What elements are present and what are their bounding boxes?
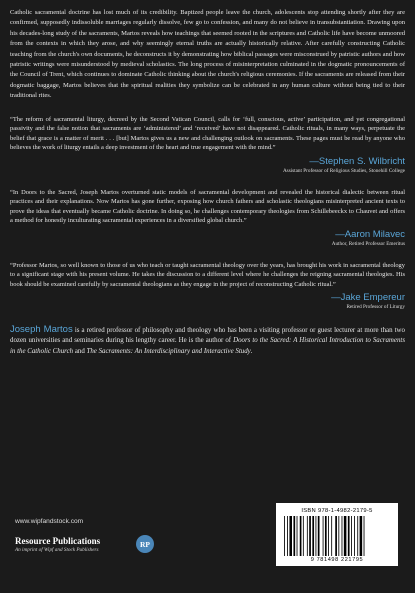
endorser-role: Retired Professor of Liturgy [346, 304, 405, 311]
endorsement-text: “Professor Martos, so well known to those of us who teach or taught sacramental theology over the years, has brought his work in sacramental theology to a significant stage with his present volume. He takes the discussion to a different level where he challenges the reigning sacramental theologies. His book should be examined carefully by sacramental theologians as they engage in the project of reconstructing Catholic ritual.” [10, 261, 405, 288]
endorsement-text: “The reform of sacramental liturgy, decreed by the Second Vatican Council, calls for ‘full, conscious, active’ participation, and yet congregational passivity and the false notion that sacraments are ‘administered’ and ‘received’ have not disappeared. Catholic rituals, in many ways, perpetuate the belief that grace is a matter of merit . . . [but] Martos gives us a new and challenging outlook on sacraments. These pages must be read by anyone who believes the work of liturgy entails a deep investment of the heart and true engagement with the mind.” [10, 115, 405, 152]
endorser-role: Author, Retired Professor Emeritus [331, 240, 405, 247]
isbn-label: ISBN 978-1-4982-2179-5 [301, 508, 373, 514]
bio-text-2: and [73, 347, 87, 355]
endorsement-text: “In Doors to the Sacred, Joseph Martos overturned static models of sacramental development and revealed the historical dialectic between ritual practices and their explanations. Now Martos has gone further, exposing how church fathers and scholastic theologians misinterpreted ancient texts to prove the ideas that eventually became Catholic doctrine. In doing so, he challenges contemporary theologies from Schillebeeckx to Chauvet and offers a method for honestly inculturating sacramental experiences in a diversified global church.” [10, 188, 405, 225]
book-description: Catholic sacramental doctrine has lost much of its credibility. Baptized people leave the church, adolescents stop attending shortly after they are confirmed, supposedly indissoluble marriages regularly dissolve, few go to confession, and many do not believe in transubstantiation. Drawing upon his decades-long study of the sacraments, Martos reveals how teachings that seemed rooted in the scriptures and Catholic life have become unmoored from the contexts in which they arose, and why seemingly eternal truths are actually historically relative. After carefully constructing Catholic teaching from the church's own documents, he deconstructs it by demonstrating how biblical passages were misconstrued by patristic authors and how patristic writings were misunderstood by medieval scholastics. The long process of misinterpretation culminated in the dogmatic pronouncements of the Council of Trent, which continues to dominate Catholic thinking about the church's religious ceremonies. If the sacraments are released from their dogmatic baggage, Martos believes that the spiritual realities they symbolize can be celebrated in any human culture without being tied to their traditional rites. [10, 9, 405, 100]
barcode-bars-icon [282, 516, 392, 556]
endorser-name: —Aaron Milavec [335, 228, 405, 240]
endorser-name: —Stephen S. Wilbricht [309, 155, 405, 167]
barcode [276, 503, 398, 566]
endorser-name: —Jake Empereur [331, 292, 405, 304]
publisher-url[interactable]: www.wipfandstock.com [15, 518, 84, 525]
publisher-block [15, 536, 100, 554]
author-name: Joseph Martos [10, 324, 73, 336]
publisher-imprint: An imprint of Wipf and Stock Publishers [15, 547, 99, 553]
bio-text-3: . [250, 347, 253, 355]
cover-footer [0, 498, 415, 593]
bio-text-1: is a retired professor of philosophy and theology who has been a visiting professor or guest lecturer at more than two dozen universities and seminaries during his lengthy career. He is the author of [10, 327, 405, 345]
author-bio [10, 325, 405, 357]
book-title-2: The Sacraments: An Interdisciplinary and Interactive Study [86, 347, 251, 355]
endorser-role: Assistant Professor of Religious Studies, Stonehill College [282, 167, 405, 174]
book-title-1: Doors to the Sacred: A Historical Introduction to Sacraments in the Catholic Church [10, 337, 406, 355]
endorsement-wilbricht [10, 115, 405, 175]
endorsement-attribution [10, 156, 405, 175]
publisher-logo-icon: RP [136, 535, 154, 553]
endorsement-attribution [10, 229, 405, 248]
endorsement-milavec [10, 188, 405, 248]
publisher-name: Resource Publications [15, 536, 101, 546]
endorsement-attribution [10, 292, 405, 311]
barcode-number: 9 781498 221795 [310, 557, 364, 563]
endorsement-empereur [10, 261, 405, 312]
